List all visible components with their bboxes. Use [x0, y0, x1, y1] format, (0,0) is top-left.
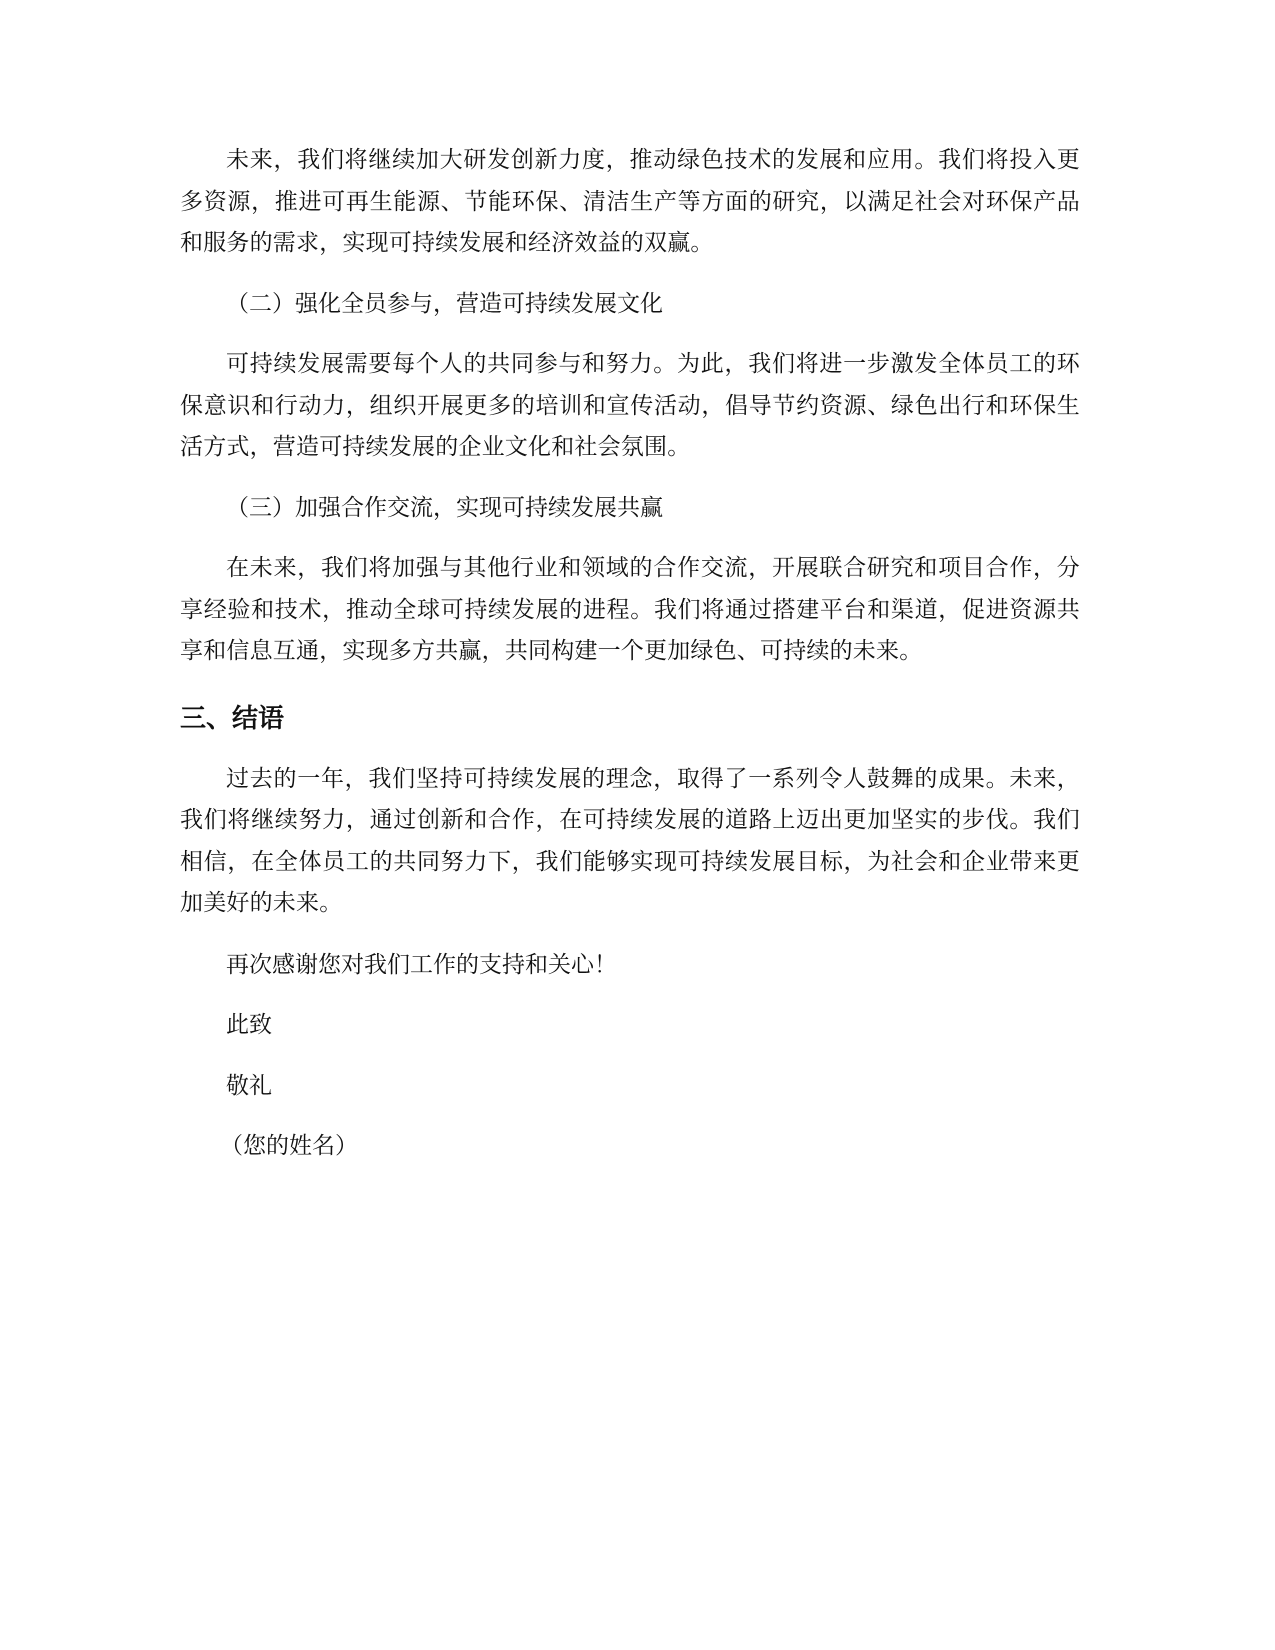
thanks-line: 再次感谢您对我们工作的支持和关心！: [226, 951, 617, 978]
paragraph-rd-innovation: 未来，我们将继续加大研发创新力度，推动绿色技术的发展和应用。我们将投入更多资源，推进可再生能源、节能环保、清洁生产等方面的研究，以满足社会对环保产品和服务的需求，实现可持续发展和经济效益的双赢。: [180, 147, 1080, 256]
document-body: [180, 140, 1080, 1168]
subheading-staff-participation: （二）强化全员参与，营造可持续发展文化: [226, 290, 663, 317]
closing-regards: 敬礼: [226, 1072, 272, 1099]
closing-salutation: 此致: [226, 1012, 272, 1038]
paragraph-staff-participation: 可持续发展需要每个人的共同参与和努力。为此，我们将进一步激发全体员工的环保意识和行动力，组织开展更多的培训和宣传活动，倡导节约资源、绿色出行和环保生活方式，营造可持续发展的企业文化和社会氛围。: [180, 351, 1080, 460]
subheading-cooperation: （三）加强合作交流，实现可持续发展共赢: [226, 494, 663, 521]
paragraph-cooperation: 在未来，我们将加强与其他行业和领域的合作交流，开展联合研究和项目合作，分享经验和技术，推动全球可持续发展的进程。我们将通过搭建平台和渠道，促进资源共享和信息互通，实现多方共赢，共同构建一个更加绿色、可持续的未来。: [180, 555, 1080, 664]
signature-placeholder: （您的姓名）: [220, 1133, 358, 1159]
paragraph-conclusion: 过去的一年，我们坚持可持续发展的理念，取得了一系列令人鼓舞的成果。未来，我们将继续努力，通过创新和合作，在可持续发展的道路上迈出更加坚实的步伐。我们相信，在全体员工的共同努力下，我们能够实现可持续发展目标，为社会和企业带来更加美好的未来。: [180, 765, 1080, 916]
section-heading-conclusion: 三、结语: [180, 703, 285, 734]
